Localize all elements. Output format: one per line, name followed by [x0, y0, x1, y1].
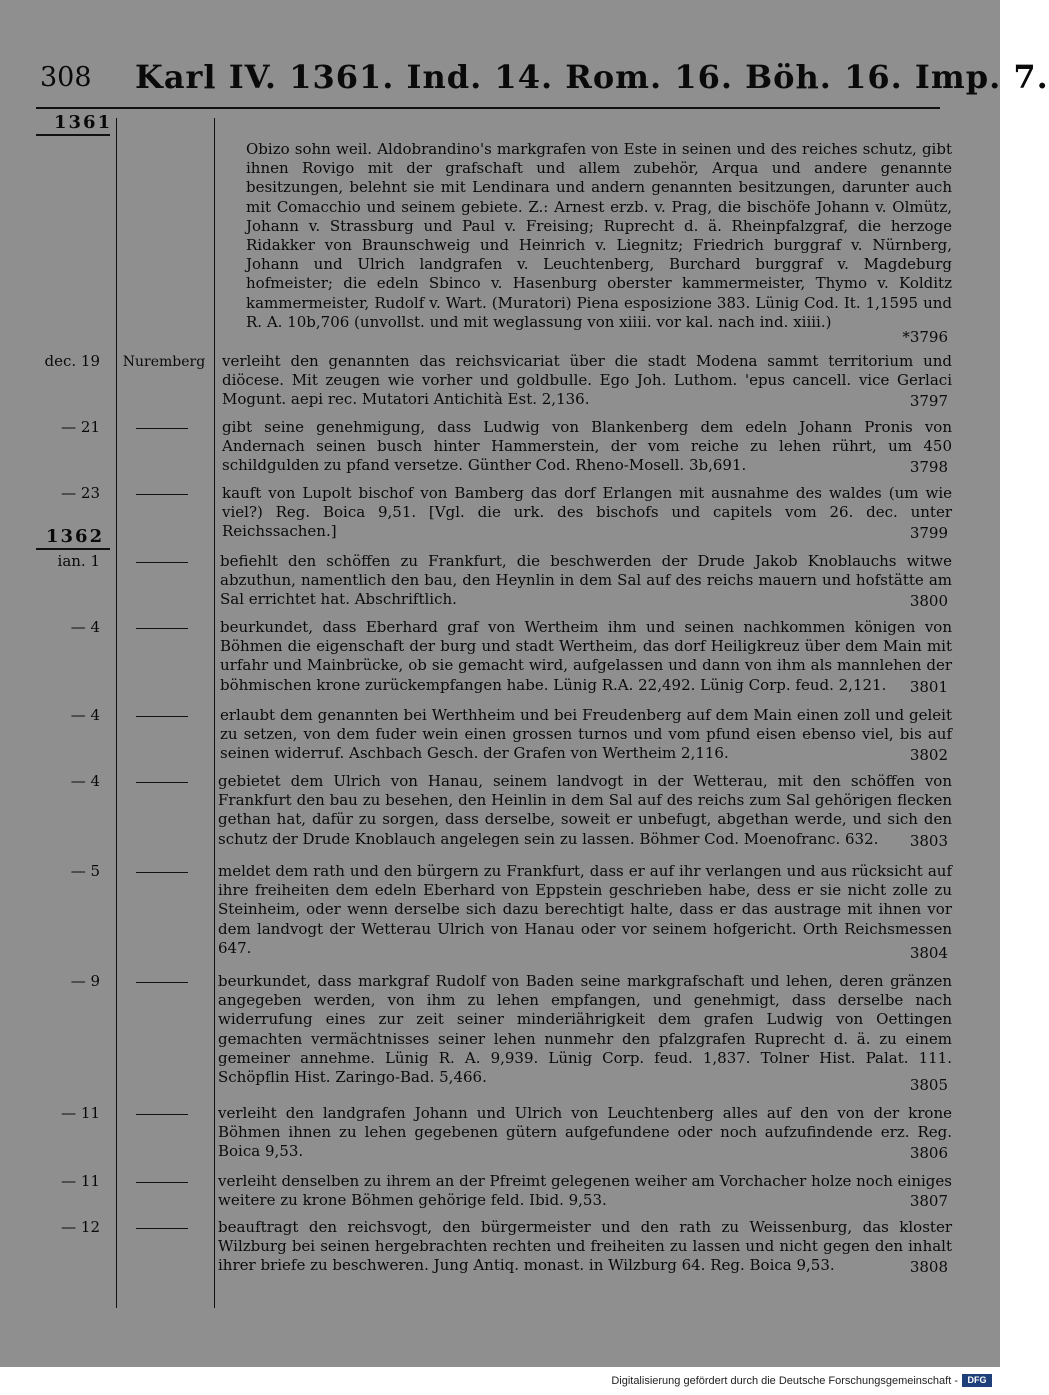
year-column-rule-1362	[36, 548, 110, 550]
entry-number: 3802	[909, 746, 948, 764]
entry-text: kauft von Lupolt bischof von Bamberg das dorf Erlangen mit ausnahme des waldes (um wie viel?) Reg. Boica 9,51. [Vgl. die urk. des bischofs und capitels vom 26. dec. unter Reichssachen.]	[222, 484, 952, 541]
place-ditto-dash	[136, 1228, 188, 1229]
entry-date: — 5	[70, 862, 100, 880]
entry-text: erlaubt dem genannten bei Werthheim und bei Freudenberg auf dem Main einen zoll und geleit zu setzen, von dem fuder wein einen grossen turnos und vom pfund eisen ebenso viel, bis auf seinen widerruf. Aschbach Gesch. der Grafen von Wertheim 2,116.	[220, 706, 952, 763]
entry-text: Obizo sohn weil. Aldobrandino's markgrafen von Este in seinen und des reiches schutz, gibt ihnen Rovigo mit der grafschaft und allem zubehör, Arqua und andere genannte besitzungen, belehnt sie mit Lendinara und andern genannten besitzungen, darunter auch mit Comacchio und seinem gebiete. Z.: Arnest erzb. v. Prag, die bischöfe Johann v. Olmütz, Johann v. Strassburg und Paul v. Freising; Ruprecht d. ä. Rheinpfalzgraf, die herzoge Ridakker von Braunschweig und Heinrich v. Liegnitz; Friedrich burggraf v. Nürnberg, Johann und Ulrich landgrafen v. Leuchtenberg, Burchard burggraf v. Magdeburg hofmeister; die edeln Sbinco v. Hasenburg oberster kammermeister, Thymo v. Kolditz kammermeister, Rudolf v. Wart. (Muratori) Piena esposizione 383. Lünig Cod. It. 1,1595 und R. A. 10b,706 (unvollst. und mit weglassung von xiiii. vor kal. nach ind. xiiii.)	[246, 140, 952, 331]
entry-date: — 12	[61, 1218, 100, 1236]
entry-text: beauftragt den reichsvogt, den bürgermeister und den rath zu Weissenburg, das kloster Wilzburg bei seinen hergebrachten rechten und freiheiten zu lassen und nicht gegen den inhalt ihrer briefe zu beschweren. Jung Antiq. monast. in Wilzburg 64. Reg. Boica 9,53.	[218, 1218, 952, 1275]
entry-text: meldet dem rath und den bürgern zu Frankfurt, dass er auf ihr verlangen und aus rücksicht auf ihre freiheiten dem edeln Eberhard von Eppstein geschrieben habe, dess er sie nicht zolle zu Steinheim, oder wenn derselbe sich dazu berechtigt halte, dass er das austrage mit ihnen vor dem landvogt der Wetterau Ulrich von Hanau oder vor seinem hofgericht. Orth Reichsmessen 647.	[218, 862, 952, 957]
entry-number: 3807	[909, 1192, 948, 1210]
place-ditto-dash	[136, 782, 188, 783]
place-ditto-dash	[136, 982, 188, 983]
entry-text: verleiht den landgrafen Johann und Ulrich von Leuchtenberg alles auf den von der krone Böhmen ihnen zu lehen gegebenen gütern aufgefundene oder noch aufzufindende erz. Reg. Boica 9,53.	[218, 1104, 952, 1161]
entry-date: — 11	[61, 1104, 100, 1122]
place-ditto-dash	[136, 628, 188, 629]
entry-number: 3797	[909, 392, 948, 410]
place-ditto-dash	[136, 716, 188, 717]
entry-date: — 4	[70, 618, 100, 636]
place-ditto-dash	[136, 1114, 188, 1115]
entry-text: gibt seine genehmigung, dass Ludwig von Blankenberg dem edeln Johann Pronis von Andernach seinen busch hinter Hammerstein, der vom reiche zu lehen rührt, um 450 schildgulden zu pfand versetze. Günther Cod. Rheno-Mosell. 3b,691.	[222, 418, 952, 475]
year-label-1361: 1361	[54, 112, 113, 133]
header-underline	[36, 107, 940, 109]
entry-date: — 4	[70, 706, 100, 724]
digitization-footer	[0, 1367, 1000, 1395]
entry-date: dec. 19	[44, 352, 100, 370]
dfg-logo: DFG	[962, 1374, 992, 1387]
entry-number: 3803	[909, 832, 948, 850]
entry-number: 3800	[909, 592, 948, 610]
entry-number: 3806	[909, 1144, 948, 1162]
entry-date: — 9	[70, 972, 100, 990]
entry-text: befiehlt den schöffen zu Frankfurt, die beschwerden der Drude Jakob Knoblauchs witwe abzuthun, namentlich den bau, den Heynlin in dem Sal auf des reichs mauern und hofstätte am Sal errichtet hat. Abschriftlich.	[220, 552, 952, 609]
footer-credit: Digitalisierung gefördert durch die Deutsche Forschungsgemeinschaft -	[611, 1375, 958, 1387]
running-head: Karl IV. 1361. Ind. 14. Rom. 16. Böh. 16. Imp. 7.	[135, 58, 1049, 96]
entry-text: beurkundet, dass Eberhard graf von Wertheim ihm und seinen nachkommen königen von Böhmen die eigenschaft der burg und stadt Wertheim, das dorf Heiligkreuz über dem Main mit urfahr und Mainbrücke, ob sie gemacht wird, aufgelassen und dann von ihm als mannlehen der böhmischen krone zurückempfangen habe. Lünig R.A. 22,492. Lünig Corp. feud. 2,121.	[220, 618, 952, 694]
entry-date: — 21	[61, 418, 100, 436]
entry-text: gebietet dem Ulrich von Hanau, seinem landvogt in der Wetterau, mit den schöffen von Frankfurt den bau zu besehen, den Heinlin in dem Sal auf des reichs zum Sal gehörigen flecken gethan hat, dafür zu sorgen, dass derselbe, soweit er unbefugt, abgethan werde, und sich den schutz der Drude Knoblauch angelegen sein zu lassen. Böhmer Cod. Moenofranc. 632.	[218, 772, 952, 848]
entry-date: — 11	[61, 1172, 100, 1190]
column-divider-left	[116, 118, 117, 1308]
year-label-1362: 1362	[46, 526, 105, 547]
entry-date: ian. 1	[57, 552, 100, 570]
entry-number: 3801	[909, 678, 948, 696]
entry-number: 3805	[909, 1076, 948, 1094]
entry-text: verleiht den genannten das reichsvicariat über die stadt Modena sammt territorium und diöcese. Mit zeugen wie vorher und goldbulle. Ego Joh. Luthom. 'epus cancell. vice Gerlaci Mogunt. aepi rec. Mutatori Antichità Est. 2,136.	[222, 352, 952, 409]
entry-text: verleiht denselben zu ihrem an der Pfreimt gelegenen weiher am Vorchacher holze noch einiges weitere zu krone Böhmen gehörige feld. Ibid. 9,53.	[218, 1172, 952, 1210]
place-ditto-dash	[136, 562, 188, 563]
entry-number: *3796	[902, 328, 948, 346]
page-number: 308	[40, 62, 92, 93]
entry-number: 3804	[909, 944, 948, 962]
entry-date: — 23	[61, 484, 100, 502]
page-header	[40, 58, 1049, 102]
place-ditto-dash	[136, 872, 188, 873]
column-divider-right	[214, 118, 215, 1308]
place-ditto-dash	[136, 428, 188, 429]
place-ditto-dash	[136, 494, 188, 495]
entry-number: 3798	[909, 458, 948, 476]
entry-number: 3808	[909, 1258, 948, 1276]
entry-date: — 4	[70, 772, 100, 790]
entry-place: Nuremberg	[122, 354, 206, 370]
year-column-rule-1361	[36, 134, 110, 136]
place-ditto-dash	[136, 1182, 188, 1183]
entry-number: 3799	[909, 524, 948, 542]
entry-text: beurkundet, dass markgraf Rudolf von Baden seine markgrafschaft und lehen, deren gränzen angegeben werden, von ihm zu lehen empfangen, und genehmigt, dass derselbe nach widerrufung eines zur zeit seiner minderiährigkeit dem grafen Ludwig von Oettingen gemachten vermächtnisses seiner lehen nunmehr den pfalzgrafen Ruprecht d. ä. zu einem gemeiner annehme. Lünig R. A. 9,939. Lünig Corp. feud. 1,837. Tolner Hist. Palat. 111. Schöpflin Hist. Zaringo-Bad. 5,466.	[218, 972, 952, 1087]
